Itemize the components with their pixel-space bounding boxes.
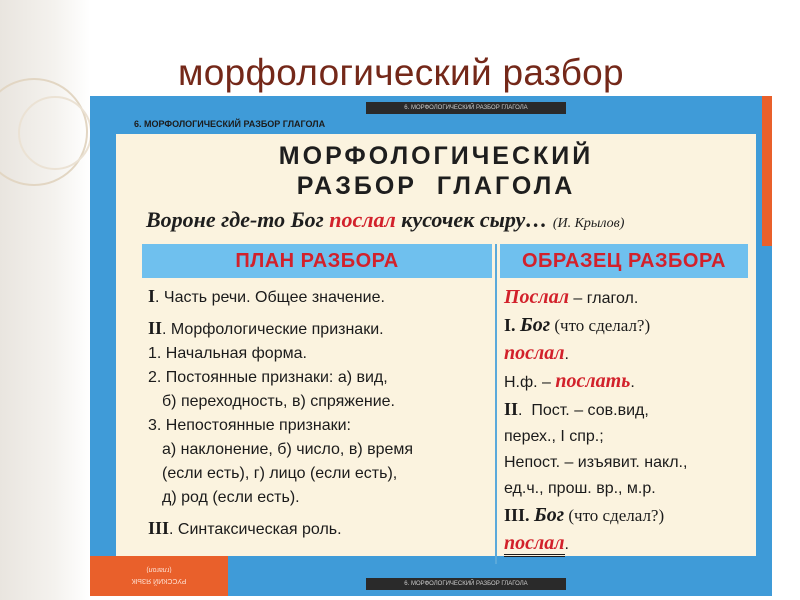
poster-panel: [116, 134, 756, 556]
plan-line: 1. Начальная форма.: [148, 345, 307, 362]
plan-item-1: [148, 284, 493, 310]
sample-line: [504, 530, 754, 558]
plan-line: б) переходность, в) спряжение.: [162, 393, 395, 410]
poster-bottom-strip: 6. МОРФОЛОГИЧЕСКИЙ РАЗБОР ГЛАГОЛА: [366, 578, 566, 590]
sample-line: Непост. – изъявит. накл.,: [504, 454, 688, 471]
sample-text: – глагол.: [568, 290, 639, 307]
poster-bottom-tab: [90, 556, 228, 596]
plan-item-2: [148, 316, 493, 342]
sample-text: .: [630, 374, 635, 391]
sample-line: [504, 340, 754, 368]
example-quote: [146, 207, 624, 233]
plan-line: д) род (если есть).: [162, 489, 300, 506]
sample-text: . Пост. – сов.вид,: [518, 402, 649, 419]
poster-side-tab: [762, 96, 772, 246]
slide-decoration: [0, 0, 90, 600]
poster-label: 6. МОРФОЛОГИЧЕСКИЙ РАЗБОР ГЛАГОЛА: [134, 119, 326, 129]
sample-line: [504, 368, 754, 396]
roman-numeral: I.: [504, 315, 521, 335]
plan-header-label: ПЛАН РАЗБОРА: [235, 250, 399, 272]
sample-text: .: [525, 505, 535, 525]
poster-heading-line2: РАЗБОР ГЛАГОЛА: [296, 172, 576, 200]
sample-word: Бог: [534, 504, 565, 526]
column-divider: [495, 244, 497, 564]
poster-image: [90, 96, 772, 596]
quote-after: кусочек сыру…: [395, 207, 553, 232]
sample-text: .: [564, 536, 569, 553]
sample-header: [500, 244, 748, 278]
roman-numeral: III: [148, 518, 170, 538]
sample-word: послал: [504, 532, 565, 557]
sample-text: .: [564, 346, 569, 363]
sample-line: ед.ч., прош. вр., м.р.: [504, 480, 656, 497]
quote-author: (И. Крылов): [552, 216, 625, 231]
quote-highlight: послал: [329, 207, 396, 232]
plan-text: . Часть речи. Общее значение.: [155, 289, 385, 306]
plan-line: (если есть), г) лицо (если есть),: [162, 465, 398, 482]
plan-text: . Морфологические признаки.: [162, 321, 384, 338]
plan-line: 3. Непостоянные признаки:: [148, 417, 351, 434]
poster-bottom-label-1: РУССКИЙ ЯЗЫК: [131, 577, 187, 584]
sample-line: перех., I спр.;: [504, 428, 604, 445]
sample-header-label: ОБРАЗЕЦ РАЗБОРА: [521, 250, 726, 272]
plan-list: [148, 284, 493, 542]
sample-question: (что сделал?): [550, 316, 651, 335]
quote-before: Вороне где-то Бог: [146, 207, 330, 232]
poster-top-strip: 6. МОРФОЛОГИЧЕСКИЙ РАЗБОР ГЛАГОЛА: [366, 102, 566, 114]
sample-text: Н.ф. –: [504, 374, 556, 391]
roman-numeral: II: [148, 318, 163, 338]
sample-word: послать: [555, 370, 631, 392]
plan-text: . Синтаксическая роль.: [169, 521, 342, 538]
poster-heading-line1: МОРФОЛОГИЧЕСКИЙ: [278, 142, 594, 170]
plan-header: [142, 244, 492, 278]
sample-word: Послал: [504, 286, 569, 308]
sample-line: [504, 396, 754, 424]
sample-list: [504, 284, 754, 558]
roman-numeral: I: [148, 286, 156, 306]
roman-numeral: III: [504, 505, 526, 525]
sample-line: [504, 502, 754, 530]
sample-word: послал: [504, 342, 565, 364]
sample-line: [504, 284, 754, 312]
plan-item-3: [148, 516, 493, 542]
plan-line: 2. Постоянные признаки: а) вид,: [148, 369, 388, 386]
slide-title: морфологический разбор: [178, 52, 624, 93]
sample-word: Бог: [520, 314, 551, 336]
poster-bottom-label-2: (глагол): [146, 566, 172, 573]
decorative-ring: [18, 96, 92, 170]
plan-line: а) наклонение, б) число, в) время: [162, 441, 414, 458]
sample-question: (что сделал?): [564, 506, 665, 525]
roman-numeral: II: [504, 399, 519, 419]
sample-line: [504, 312, 754, 340]
